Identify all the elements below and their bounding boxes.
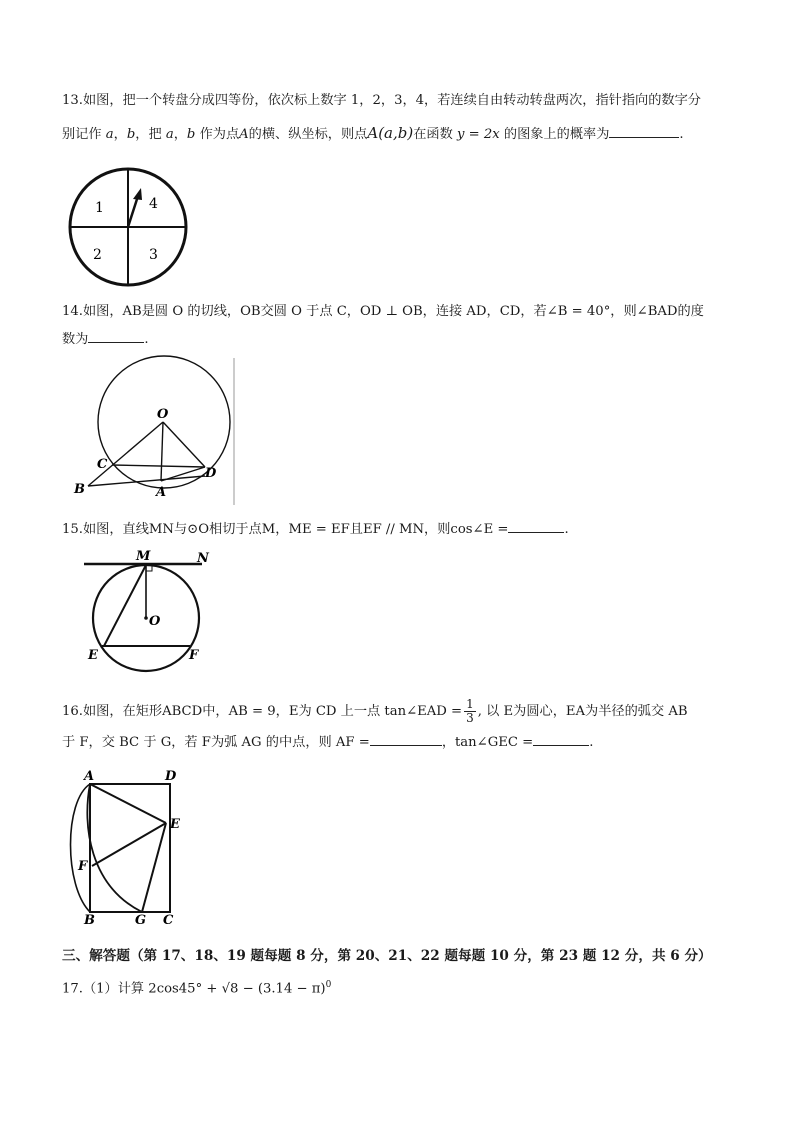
q16-rectangle-ABCD [90, 784, 170, 912]
q13-comma: ， [113, 127, 127, 142]
q14-line1: 14.如图，AB是圆 O 的切线，OB交圆 O 于点 C，OD ⊥ OB，连接 AD，CD，若∠B = 40°，则∠BAD的度 [62, 304, 704, 319]
q14-answer-blank[interactable] [88, 330, 144, 343]
q13-point: A(a,b) [367, 124, 414, 142]
q15-answer-blank[interactable] [508, 520, 564, 533]
q13-var-A: A [239, 127, 249, 142]
q14-tangent-line-AB [88, 476, 205, 486]
q16-line2: 于 F，交 BC 于 G，若 F为弧 AG 的中点，则 AF = ，tan∠GEC = . [62, 735, 594, 750]
q16-segment-GE [142, 823, 166, 912]
q16-label-C: C [163, 913, 174, 928]
q15-tangent-figure [80, 546, 220, 666]
q16-arc-AG [87, 784, 142, 912]
q13-text-d: 的横、纵坐标，则点 [248, 127, 368, 142]
q16-segment-AE [90, 784, 166, 823]
q16-line1-post: , 以 E为圆心，EA为半径的弧交 AB [477, 704, 688, 719]
spinner-label-3: 3 [149, 247, 158, 263]
q13-var-b: b [126, 127, 136, 142]
q16-label-G: G [135, 913, 147, 928]
q16-tan-answer-blank[interactable] [533, 733, 589, 746]
q16-line2-mid: ，tan∠GEC = [441, 735, 534, 750]
q16-rectangle-figure [62, 766, 192, 926]
q15-label-M: M [136, 549, 151, 564]
q14-label-C: C [97, 457, 108, 472]
q15-segment-ME [104, 565, 146, 646]
q15-center-dot [144, 616, 148, 620]
q16-label-A: A [84, 769, 95, 784]
q17-exponent: 0 [325, 980, 332, 990]
spinner-label-4: 4 [149, 196, 158, 212]
spinner-pointer-arrowhead [133, 188, 142, 200]
q13-var-a2: a [165, 127, 174, 142]
q14-line2-text: 数为 [62, 332, 89, 347]
q16-af-answer-blank[interactable] [370, 733, 442, 746]
q13-text-e: 在函数 [413, 127, 453, 142]
q15-label-E: E [88, 648, 98, 663]
q14-label-D: D [205, 466, 217, 481]
q16-line1 [62, 698, 688, 725]
q14-line2: 数为 . [62, 332, 149, 347]
q15-label-F: F [189, 648, 199, 663]
q14-segment-OA [161, 422, 163, 481]
section-3-title: 三、解答题（第 17、18、19 题每题 8 分，第 20、21、22 题每题 10 分，第 23 题 12 分，共 6 分） [62, 948, 712, 964]
q15-line: 15.如图，直线MN与⊙O相切于点M，ME = EF且EF // MN，则cos∠E = . [62, 522, 569, 537]
q13-text-f: 的图象上的概率为 [503, 127, 610, 142]
spinner-pointer [128, 196, 138, 227]
q15-text: 15.如图，直线MN与⊙O相切于点M，ME = EF且EF // MN，则cos∠E = [62, 522, 509, 537]
q13-text-c: 作为点 [199, 127, 240, 142]
q14-segment-OD [163, 422, 205, 467]
q14-label-O: O [157, 407, 169, 422]
q15-label-O: O [149, 614, 161, 629]
q16-label-E: E [170, 817, 180, 832]
q13-text-b: ，把 [135, 127, 162, 142]
q16-line1-text: 16.如图，在矩形ABCD中，AB = 9，E为 CD 上一点 tan∠EAD = [62, 704, 463, 719]
q16-label-B: B [84, 913, 95, 928]
q16-fraction [464, 698, 476, 725]
q13-line2: 别记作 a，b，把 a，b 作为点A的横、纵坐标，则点A(a,b)在函数 y = 2x 的图象上的概率为 . [62, 124, 684, 142]
q16-label-D: D [165, 769, 177, 784]
q14-label-B: B [74, 482, 85, 497]
q16-fraction-denominator: 3 [466, 711, 474, 725]
q17-text: 17.（1）计算 2cos45° + √8 − (3.14 − π) [62, 981, 326, 997]
q13-answer-blank[interactable] [609, 125, 679, 138]
q15-label-N: N [197, 551, 209, 566]
q13-spinner-figure [66, 166, 190, 288]
q16-line2-text: 于 F，交 BC 于 G，若 F为弧 AG 的中点，则 AF = [62, 735, 370, 750]
q14-label-A: A [156, 485, 167, 500]
q13-var-a: a [105, 127, 114, 142]
q16-segment-FE [92, 823, 166, 866]
q13-text-a: 别记作 [62, 127, 102, 142]
q16-fraction-numerator: 1 [466, 697, 474, 711]
q14-segment-CD [112, 465, 205, 467]
spinner-label-2: 2 [93, 247, 102, 263]
q17-line [62, 976, 331, 998]
q13-function: y = 2x [456, 127, 500, 142]
q14-tangent-figure [70, 355, 240, 507]
spinner-label-1: 1 [95, 200, 104, 216]
q16-label-F: F [78, 859, 88, 874]
q13-line1: 13.如图，把一个转盘分成四等份，依次标上数字 1，2，3，4，若连续自由转动转盘两次，指针指向的数字分 [62, 93, 701, 108]
q13-var-b2: b [186, 127, 196, 142]
